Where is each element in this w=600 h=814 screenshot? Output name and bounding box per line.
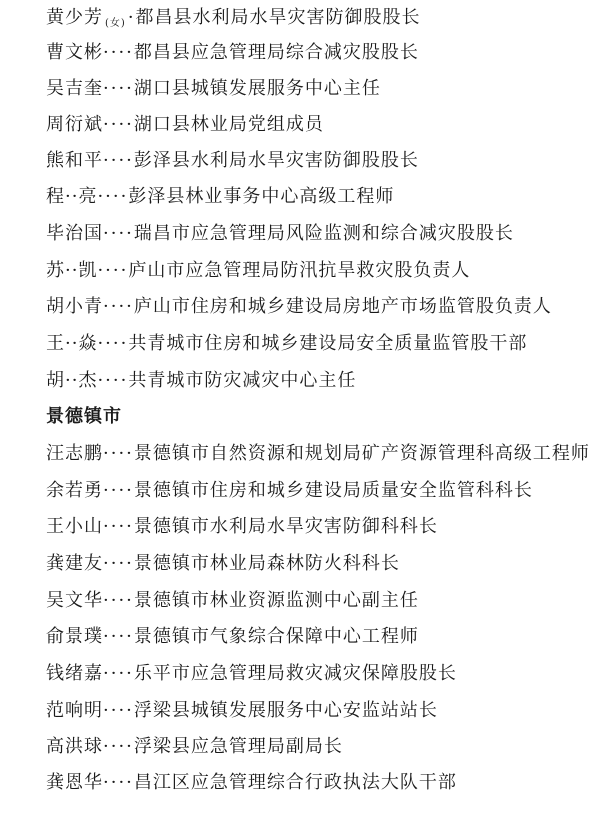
- leader-dots: ····: [103, 663, 134, 684]
- leader-dots: ····: [103, 516, 134, 537]
- leader-dots: ····: [103, 150, 134, 171]
- leader-dots: ····: [103, 114, 134, 135]
- person-role: 都昌县水利局水旱灾害防御股股长: [135, 7, 421, 28]
- person-role: 共青城市住房和城乡建设局安全质量监管股干部: [128, 333, 528, 354]
- list-item: [46, 182, 596, 212]
- person-name: 胡··杰: [46, 370, 98, 391]
- person-role: 景德镇市自然资源和规划局矿产资源管理科高级工程师: [133, 443, 590, 464]
- list-item: [46, 696, 596, 726]
- person-role: 景德镇市住房和城乡建设局质量安全监管科科长: [133, 480, 533, 501]
- leader-dots: ····: [97, 186, 129, 207]
- person-name: 王小山: [46, 516, 103, 537]
- leader-dots: ····: [103, 42, 134, 63]
- person-role: 浮梁县应急管理局副局长: [133, 736, 343, 757]
- list-item: [46, 292, 596, 322]
- person-name: 胡小青: [46, 296, 103, 317]
- gender-mark: (女): [105, 18, 126, 29]
- person-role: 昌江区应急管理综合行政执法大队干部: [133, 772, 457, 793]
- leader-dots: ····: [97, 333, 129, 354]
- list-item: [46, 256, 596, 286]
- person-name: 汪志鹏: [46, 443, 103, 464]
- person-role: 湖口县林业局党组成员: [133, 114, 324, 135]
- person-name: 曹文彬: [46, 42, 103, 63]
- list-item: [46, 549, 596, 579]
- leader-dots: ····: [103, 480, 134, 501]
- list-item: [46, 110, 596, 140]
- person-name: 吴吉奎: [46, 78, 103, 99]
- list-item: [46, 732, 596, 762]
- person-role: 共青城市防灾减灾中心主任: [128, 370, 357, 391]
- list-item: [46, 366, 596, 396]
- person-role: 景德镇市林业资源监测中心副主任: [133, 590, 419, 611]
- list-item: [46, 146, 596, 176]
- leader-dots: ····: [103, 590, 134, 611]
- person-name: 高洪球: [46, 736, 103, 757]
- leader-dots: ····: [103, 553, 134, 574]
- list-item: [46, 512, 596, 542]
- person-role: 景德镇市林业局森林防火科科长: [133, 553, 400, 574]
- person-name: 吴文华: [46, 590, 103, 611]
- person-name: 俞景璞: [46, 626, 103, 647]
- section-heading: 景德镇市: [46, 406, 122, 427]
- person-role: 湖口县城镇发展服务中心主任: [133, 78, 381, 99]
- leader-dots: ····: [103, 700, 134, 721]
- person-role: 都昌县应急管理局综合减灾股股长: [133, 42, 419, 63]
- person-name: 黄少芳: [46, 7, 103, 28]
- list-item: [46, 476, 596, 506]
- list-item: [46, 768, 596, 798]
- person-role: 彭泽县林业事务中心高级工程师: [128, 186, 395, 207]
- leader-dots: ····: [103, 736, 134, 757]
- leader-dots: ····: [103, 78, 134, 99]
- leader-dots: ····: [103, 443, 134, 464]
- person-name: 周衍斌: [46, 114, 103, 135]
- leader-dots: ····: [103, 296, 134, 317]
- list-item: [46, 622, 596, 652]
- person-name: 熊和平: [46, 150, 103, 171]
- list-item: [46, 74, 596, 104]
- list-item: [46, 38, 596, 68]
- person-role: 庐山市应急管理局防汛抗旱救灾股负责人: [128, 260, 471, 281]
- person-role: 景德镇市气象综合保障中心工程师: [133, 626, 419, 647]
- leader-dots: ····: [103, 772, 134, 793]
- person-role: 彭泽县水利局水旱灾害防御股股长: [133, 150, 419, 171]
- person-name: 钱绪嘉: [46, 663, 103, 684]
- person-name: 余若勇: [46, 480, 103, 501]
- list-item: [46, 219, 596, 249]
- leader-dots: ····: [103, 626, 134, 647]
- person-role: 瑞昌市应急管理局风险监测和综合减灾股股长: [133, 223, 514, 244]
- leader-dots: ·: [127, 7, 136, 28]
- leader-dots: ····: [103, 223, 134, 244]
- person-name: 程··亮: [46, 186, 98, 207]
- person-name: 王··焱: [46, 333, 98, 354]
- person-role: 乐平市应急管理局救灾减灾保障股股长: [133, 663, 457, 684]
- leader-dots: ····: [97, 260, 129, 281]
- person-name: 龚恩华: [46, 772, 103, 793]
- list-item: [46, 586, 596, 616]
- person-role: 景德镇市水利局水旱灾害防御科科长: [133, 516, 438, 537]
- list-item: [46, 659, 596, 689]
- person-name: 苏··凯: [46, 260, 98, 281]
- person-name: 龚建友: [46, 553, 103, 574]
- person-role: 庐山市住房和城乡建设局房地产市场监管股负责人: [133, 296, 552, 317]
- person-name: 毕治国: [46, 223, 103, 244]
- list-item: [46, 439, 596, 469]
- person-name: 范响明: [46, 700, 103, 721]
- list-item: [46, 329, 596, 359]
- leader-dots: ····: [97, 370, 129, 391]
- list-item: [46, 3, 596, 33]
- person-role: 浮梁县城镇发展服务中心安监站站长: [133, 700, 438, 721]
